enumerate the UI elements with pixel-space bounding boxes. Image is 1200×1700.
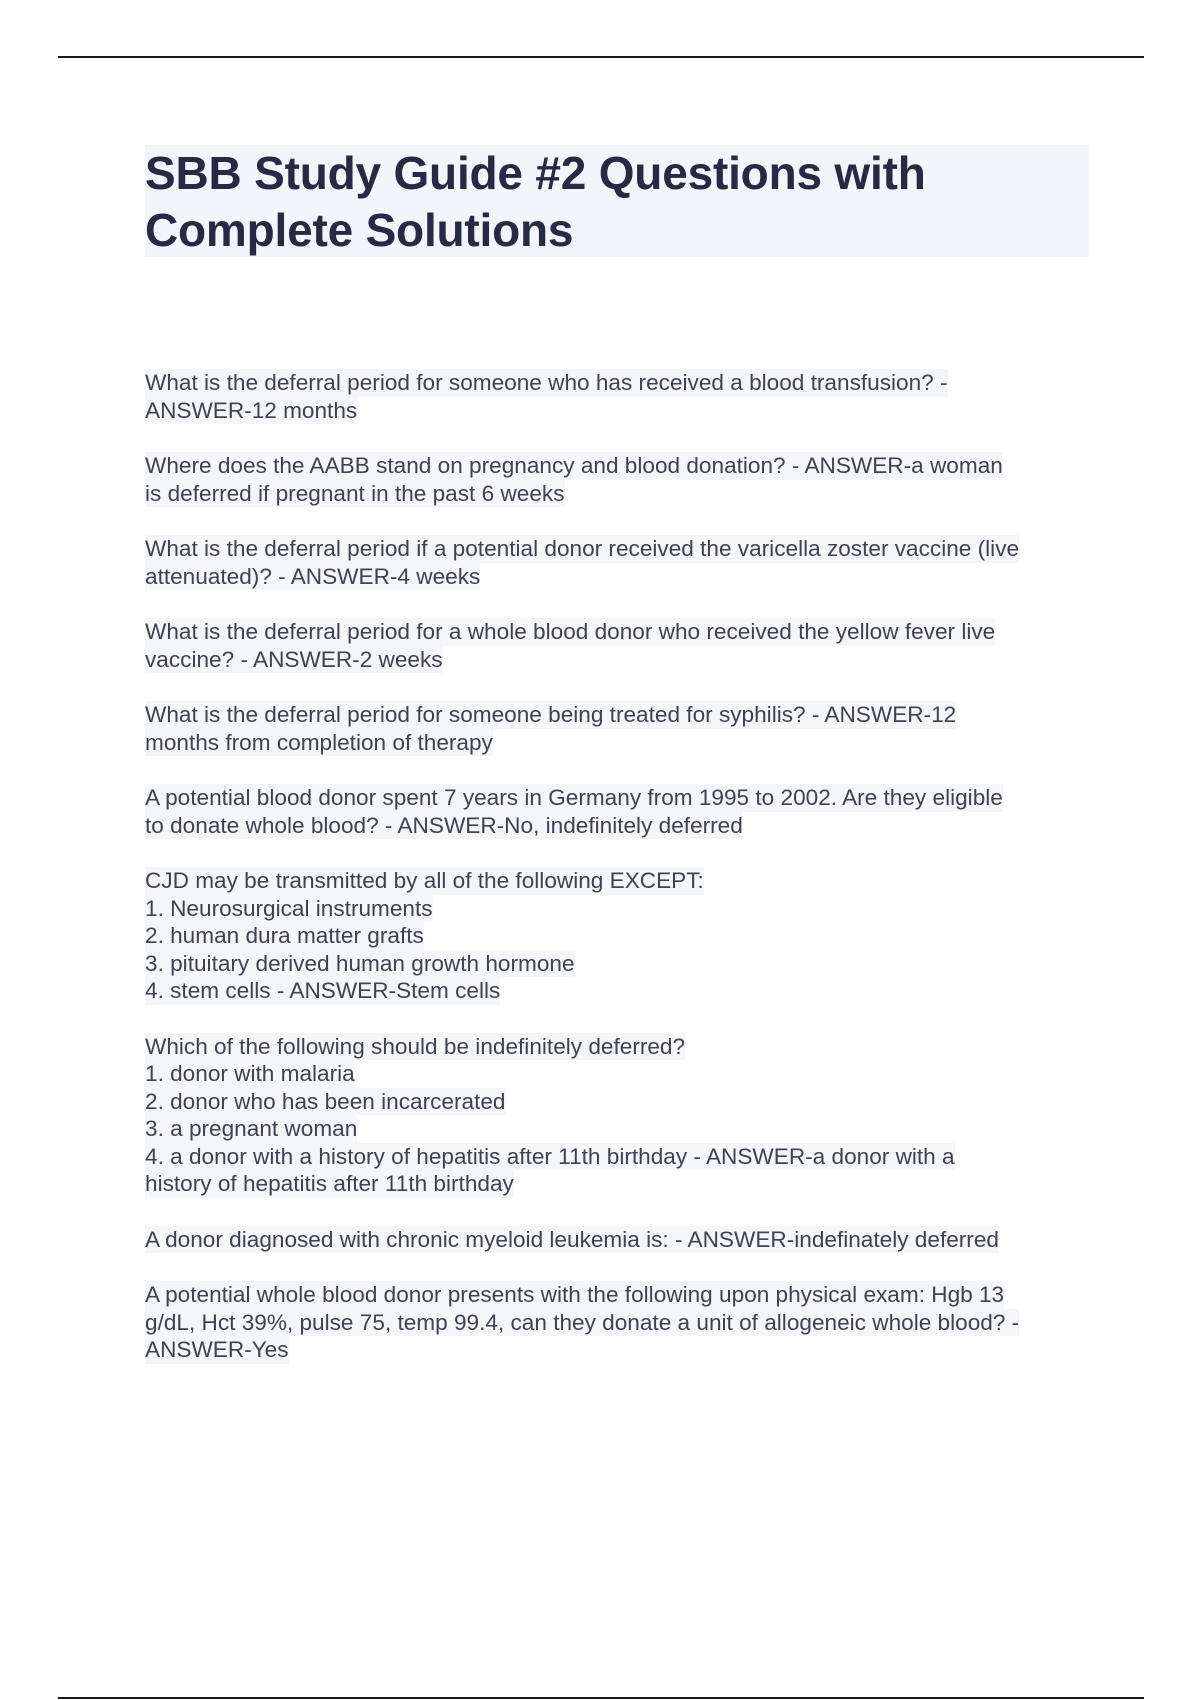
qa-line: g/dL, Hct 39%, pulse 75, temp 99.4, can they donate a unit of allogeneic whole blood? - bbox=[145, 1309, 1020, 1335]
top-rule bbox=[58, 56, 1144, 58]
qa-item-2 bbox=[145, 452, 1089, 507]
qa-line: 3. pituitary derived human growth hormone bbox=[145, 950, 575, 976]
qa-line: 1. donor with malaria bbox=[145, 1061, 355, 1086]
qa-line: What is the deferral period for someone being treated for syphilis? - ANSWER-12 bbox=[145, 702, 957, 727]
qa-line: What is the deferral period for a whole blood donor who received the yellow fever live bbox=[145, 619, 996, 644]
qa-line: A potential blood donor spent 7 years in Germany from 1995 to 2002. Are they eligible bbox=[145, 785, 1003, 810]
qa-item-1 bbox=[145, 369, 1089, 424]
document-title bbox=[145, 145, 1089, 259]
qa-line: What is the deferral period if a potential donor received the varicella zoster vaccine (live bbox=[145, 536, 1020, 561]
bottom-rule bbox=[58, 1697, 1144, 1699]
qa-line: history of hepatitis after 11th birthday bbox=[145, 1171, 514, 1196]
qa-line: ANSWER-Yes bbox=[145, 1337, 289, 1362]
qa-item-4 bbox=[145, 618, 1089, 673]
qa-line: ANSWER-12 months bbox=[145, 397, 358, 423]
qa-list bbox=[145, 369, 1089, 1392]
qa-item-8 bbox=[145, 1033, 1089, 1198]
qa-line: is deferred if pregnant in the past 6 weeks bbox=[145, 480, 565, 506]
qa-line: to donate whole blood? - ANSWER-No, indefinitely deferred bbox=[145, 812, 743, 838]
qa-item-3 bbox=[145, 535, 1089, 590]
qa-line: Where does the AABB stand on pregnancy and blood donation? - ANSWER-a woman bbox=[145, 453, 1003, 478]
qa-line: Which of the following should be indefinitely deferred? bbox=[145, 1033, 686, 1059]
title-block bbox=[145, 145, 1089, 257]
qa-item-9 bbox=[145, 1226, 1089, 1254]
qa-line: 1. Neurosurgical instruments bbox=[145, 895, 433, 921]
qa-line: A donor diagnosed with chronic myeloid leukemia is: - ANSWER-indefinately deferred bbox=[145, 1226, 999, 1252]
qa-line: 4. a donor with a history of hepatitis after 11th birthday - ANSWER-a donor with a bbox=[145, 1143, 955, 1169]
qa-line: 2. donor who has been incarcerated bbox=[145, 1088, 506, 1114]
qa-line: 2. human dura matter grafts bbox=[145, 923, 424, 948]
qa-item-5 bbox=[145, 701, 1089, 756]
qa-item-6 bbox=[145, 784, 1089, 839]
qa-line: A potential whole blood donor presents with the following upon physical exam: Hgb 13 bbox=[145, 1282, 1005, 1307]
qa-item-7 bbox=[145, 867, 1089, 1005]
qa-item-10 bbox=[145, 1281, 1089, 1364]
title-line: SBB Study Guide #2 Questions with bbox=[145, 147, 926, 199]
title-line: Complete Solutions bbox=[145, 204, 574, 256]
qa-line: CJD may be transmitted by all of the following EXCEPT: bbox=[145, 868, 704, 893]
qa-line: 3. a pregnant woman bbox=[145, 1116, 358, 1141]
qa-line: months from completion of therapy bbox=[145, 729, 493, 755]
qa-line: attenuated)? - ANSWER-4 weeks bbox=[145, 563, 481, 589]
qa-line: vaccine? - ANSWER-2 weeks bbox=[145, 646, 443, 672]
qa-line: 4. stem cells - ANSWER-Stem cells bbox=[145, 978, 501, 1003]
qa-line: What is the deferral period for someone who has received a blood transfusion? - bbox=[145, 370, 948, 395]
